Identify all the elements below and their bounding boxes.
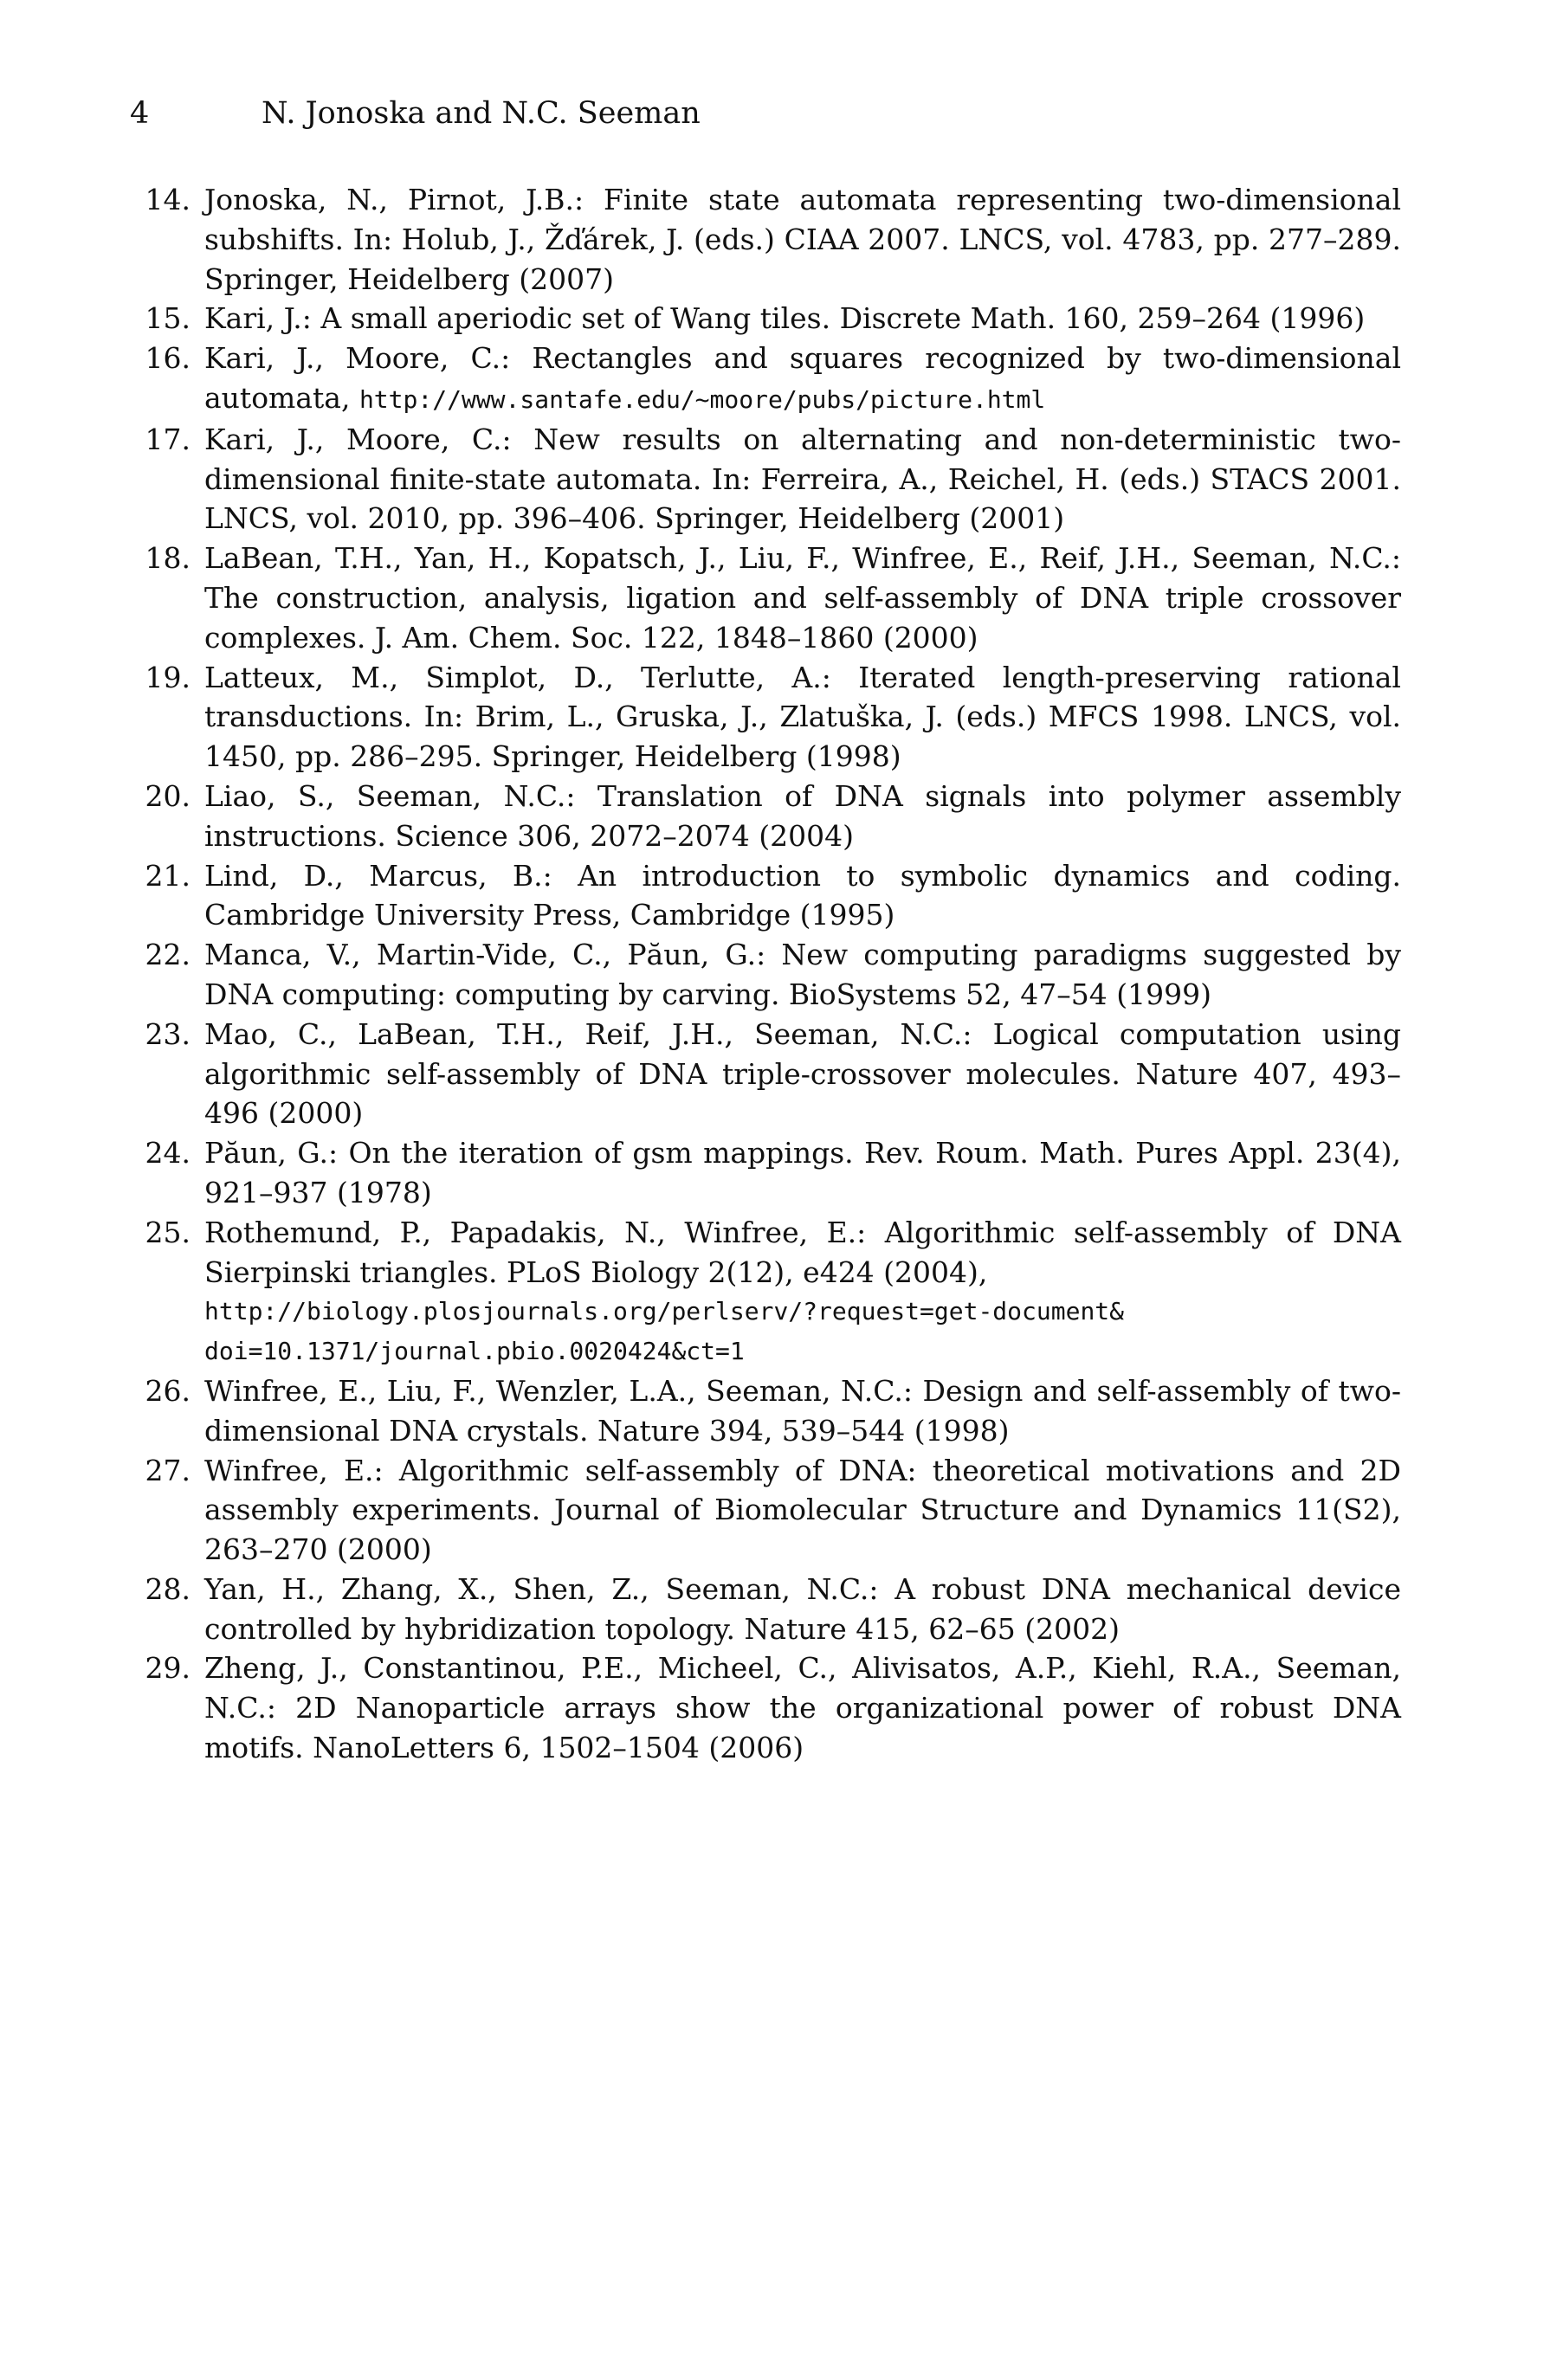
reference-number: 28. bbox=[145, 1571, 191, 1606]
reference-item bbox=[130, 856, 1401, 936]
reference-item bbox=[130, 1570, 1401, 1649]
reference-text: Zheng, J., Constantinou, P.E., Micheel, C., Alivisatos, A.P., Kiehl, R.A., Seeman, N.C.: 2D Nanoparticle arrays show the organizational power of robust DNA motifs. NanoLetters 6, 1502–1504 (2006) bbox=[204, 1651, 1401, 1765]
reference-url-continuation[interactable]: doi=10.1371/journal.pbio.0020424&ct=1 bbox=[204, 1337, 745, 1366]
reference-text: Winfree, E.: Algorithmic self-assembly of DNA: theoretical motivations and 2D assembly experiments. Journal of Biomolecular Structure and Dynamics 11(S2), 263–270 (2000) bbox=[204, 1453, 1401, 1567]
reference-item bbox=[130, 1451, 1401, 1570]
reference-text: Lind, D., Marcus, B.: An introduction to symbolic dynamics and coding. Cambridge University Press, Cambridge (1995) bbox=[204, 858, 1401, 932]
reference-text: Rothemund, P., Papadakis, N., Winfree, E.: Algorithmic self-assembly of DNA Sierpinski triangles. PLoS Biology 2(12), e424 (2004), bbox=[204, 1215, 1401, 1289]
reference-number: 26. bbox=[145, 1373, 191, 1408]
reference-number: 25. bbox=[145, 1215, 191, 1249]
reference-item bbox=[130, 1133, 1401, 1213]
reference-item bbox=[130, 539, 1401, 657]
reference-text: Jonoska, N., Pirnot, J.B.: Finite state automata representing two-dimensional subshifts. In: Holub, J., Žďárek, J. (eds.) CIAA 2007. LNCS, vol. 4783, pp. 277–289. Springer, Heidelberg (2007) bbox=[204, 183, 1401, 296]
reference-number: 24. bbox=[145, 1136, 191, 1171]
reference-item bbox=[130, 1648, 1401, 1767]
reference-item bbox=[130, 420, 1401, 539]
reference-text: Păun, G.: On the iteration of gsm mappings. Rev. Roum. Math. Pures Appl. 23(4), 921–937 (1978) bbox=[204, 1136, 1401, 1209]
reference-number: 29. bbox=[145, 1651, 191, 1686]
reference-text: Kari, J.: A small aperiodic set of Wang tiles. Discrete Math. 160, 259–264 (1996) bbox=[204, 301, 1366, 336]
reference-item bbox=[130, 777, 1401, 856]
reference-item bbox=[130, 1213, 1401, 1371]
reference-text: Manca, V., Martin-Vide, C., Păun, G.: New computing paradigms suggested by DNA computing: computing by carving. BioSystems 52, 47–54 (1999) bbox=[204, 938, 1401, 1011]
reference-text: LaBean, T.H., Yan, H., Kopatsch, J., Liu, F., Winfree, E., Reif, J.H., Seeman, N.C.: The construction, analysis, ligation and self-assembly of DNA triple crossover complexes. J. Am. Chem. Soc. 122, 1848–1860 (2000) bbox=[204, 541, 1401, 655]
reference-text: Latteux, M., Simplot, D., Terlutte, A.: Iterated length-preserving rational transductions. In: Brim, L., Gruska, J., Zlatuška, J. (eds.) MFCS 1998. LNCS, vol. 1450, pp. 286–295. Springer, Heidelberg (1998) bbox=[204, 660, 1401, 774]
reference-url[interactable]: http://www.santafe.edu/~moore/pubs/picture.html bbox=[358, 384, 1046, 414]
reference-number: 19. bbox=[145, 660, 191, 694]
reference-text: Winfree, E., Liu, F., Wenzler, L.A., Seeman, N.C.: Design and self-assembly of two-dimensional DNA crystals. Nature 394, 539–544 (1998) bbox=[204, 1373, 1401, 1448]
reference-item bbox=[130, 935, 1401, 1015]
reference-number: 21. bbox=[145, 858, 191, 893]
reference-number: 20. bbox=[145, 778, 191, 813]
reference-number: 14. bbox=[145, 183, 191, 216]
reference-item bbox=[130, 658, 1401, 777]
reference-text: Liao, S., Seeman, N.C.: Translation of DNA signals into polymer assembly instructions. Science 306, 2072–2074 (2004) bbox=[204, 778, 1401, 853]
reference-number: 15. bbox=[145, 301, 191, 336]
reference-text: Kari, J., Moore, C.: Rectangles and squares recognized by two-dimensional automata, bbox=[204, 341, 1401, 415]
reference-number: 23. bbox=[145, 1016, 191, 1051]
reference-item bbox=[130, 180, 1401, 299]
reference-number: 17. bbox=[145, 422, 191, 456]
page-number: 4 bbox=[130, 96, 150, 131]
running-head-authors: N. Jonoska and N.C. Seeman bbox=[262, 96, 701, 131]
reference-item bbox=[130, 299, 1401, 339]
reference-item bbox=[130, 339, 1401, 420]
reference-text: Mao, C., LaBean, T.H., Reif, J.H., Seeman, N.C.: Logical computation using algorithmic self-assembly of DNA triple-crossover molecules. Nature 407, 493–496 (2000) bbox=[204, 1016, 1401, 1131]
reference-item bbox=[130, 1015, 1401, 1133]
reference-number: 18. bbox=[145, 541, 191, 576]
running-head bbox=[130, 94, 701, 133]
reference-item bbox=[130, 1371, 1401, 1451]
reference-list bbox=[130, 180, 1401, 1768]
reference-number: 27. bbox=[145, 1453, 191, 1487]
reference-number: 16. bbox=[145, 341, 191, 376]
reference-text: Yan, H., Zhang, X., Shen, Z., Seeman, N.C.: A robust DNA mechanical device controlled by hybridization topology. Nature 415, 62–65 (2002) bbox=[204, 1571, 1401, 1646]
reference-url[interactable]: http://biology.plosjournals.org/perlserv/?request=get-document& bbox=[204, 1297, 1125, 1326]
reference-number: 22. bbox=[145, 938, 191, 972]
reference-text: Kari, J., Moore, C.: New results on alternating and non-deterministic two-dimensional finite-state automata. In: Ferreira, A., Reichel, H. (eds.) STACS 2001. LNCS, vol. 2010, pp. 396–406. Springer, Heidelberg (2001) bbox=[204, 422, 1401, 536]
